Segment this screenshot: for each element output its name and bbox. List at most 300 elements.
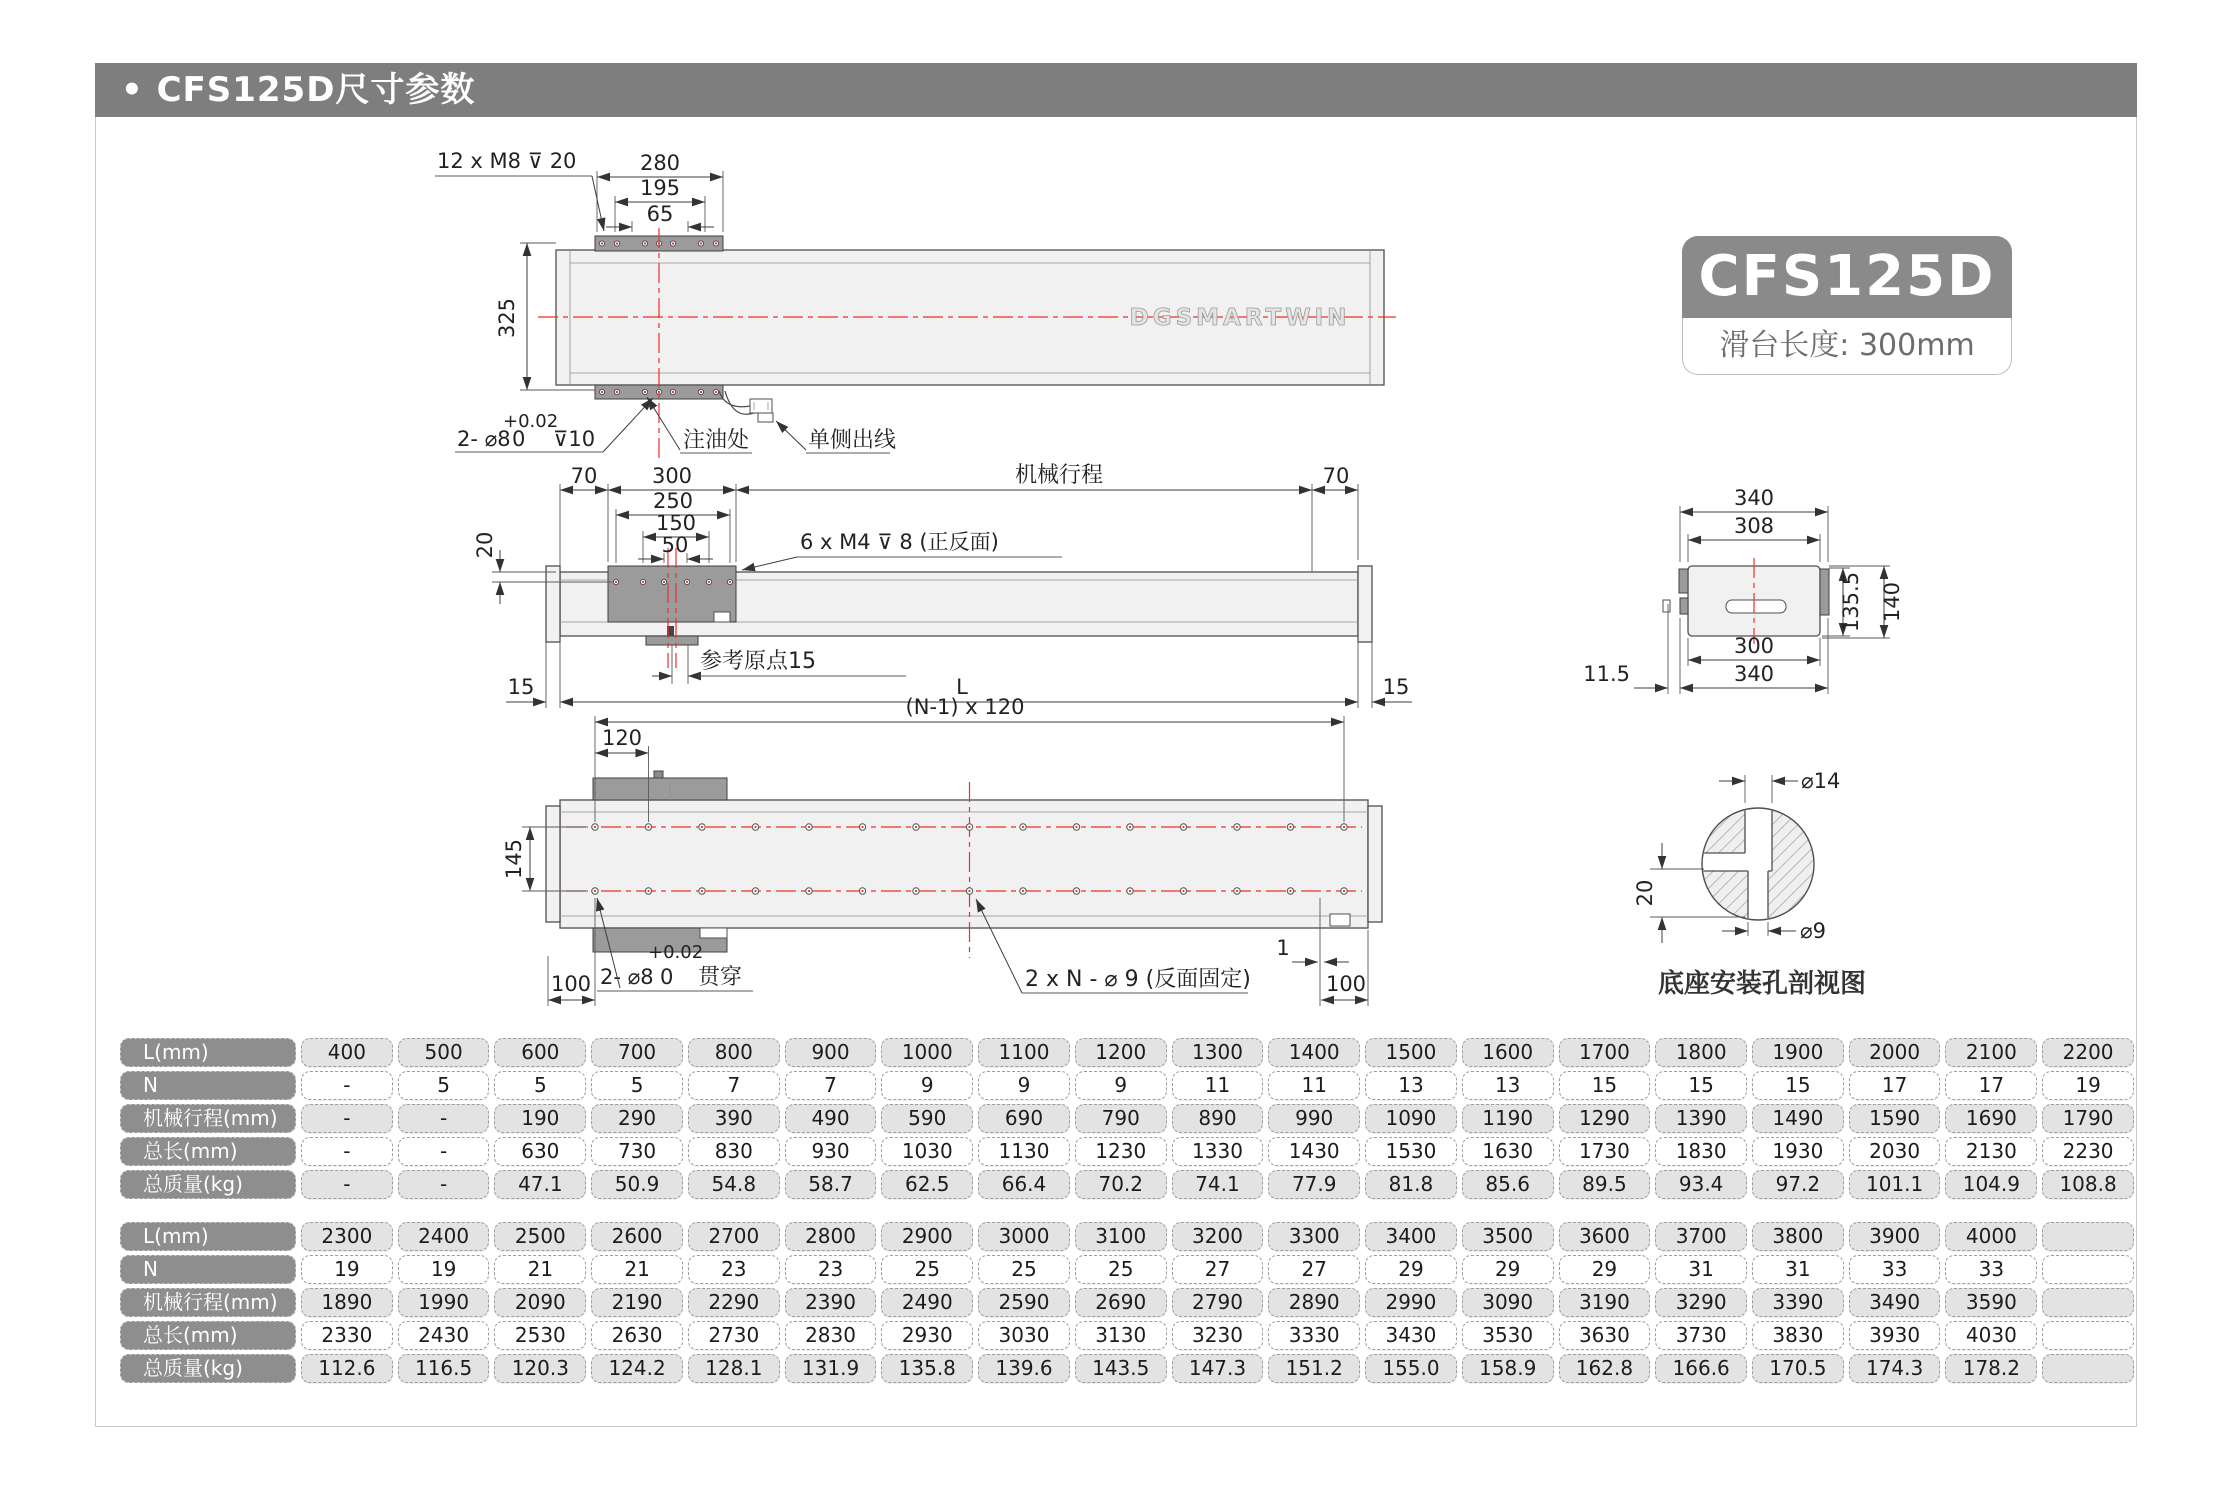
value-cell: 1590 xyxy=(1849,1104,1941,1133)
hole-center xyxy=(616,391,618,393)
value-cell: 17 xyxy=(1849,1071,1941,1100)
value-cell xyxy=(2042,1288,2134,1317)
value-cell: 47.1 xyxy=(494,1170,586,1199)
dim-120: 120 xyxy=(601,726,643,750)
table-row xyxy=(120,1255,2134,1284)
table-row xyxy=(120,1170,2134,1199)
hole-center xyxy=(672,242,674,244)
value-cell: 124.2 xyxy=(591,1354,683,1383)
hole-center xyxy=(1075,890,1077,892)
hole-center xyxy=(754,890,756,892)
table-row xyxy=(120,1071,2134,1100)
value-cell: 2030 xyxy=(1849,1137,1941,1166)
thread-note-m4: 6 x M4 ⊽ 8 (正反面) xyxy=(800,530,999,554)
hole-center xyxy=(754,826,756,828)
dim-11-5: 11.5 xyxy=(1583,662,1630,686)
hole-center xyxy=(642,581,644,583)
value-cell: 890 xyxy=(1172,1104,1264,1133)
value-cell: 1730 xyxy=(1559,1137,1651,1166)
value-cell: 15 xyxy=(1752,1071,1844,1100)
dim-300-bottom: 300 xyxy=(1733,634,1775,658)
value-cell: 1430 xyxy=(1268,1137,1360,1166)
value-cell: 1830 xyxy=(1655,1137,1747,1166)
value-cell: 85.6 xyxy=(1462,1170,1554,1199)
value-cell: 3700 xyxy=(1655,1222,1747,1251)
value-cell: 5 xyxy=(494,1071,586,1100)
value-cell: 25 xyxy=(1075,1255,1167,1284)
dim-70-left: 70 xyxy=(570,464,598,488)
value-cell: 3600 xyxy=(1559,1222,1651,1251)
hole-center xyxy=(808,890,810,892)
section-caption: 底座安装孔剖视图 xyxy=(1657,969,1867,999)
value-cell: 25 xyxy=(881,1255,973,1284)
dim-325: 325 xyxy=(495,297,519,339)
hole-center xyxy=(701,890,703,892)
cable-connector xyxy=(719,391,773,422)
table-row xyxy=(120,1321,2134,1350)
value-cell: 3590 xyxy=(1945,1288,2037,1317)
value-cell: 62.5 xyxy=(881,1170,973,1199)
dim-20-section: 20 xyxy=(1633,879,1657,907)
hole-center xyxy=(615,581,617,583)
value-cell: - xyxy=(301,1170,393,1199)
pin-note: 2- ⌀8 xyxy=(457,427,511,451)
hole-center xyxy=(915,890,917,892)
value-cell: 1500 xyxy=(1365,1038,1457,1067)
hole-center xyxy=(1289,826,1291,828)
oil-point-label: 注油处 xyxy=(683,428,750,453)
hole-center xyxy=(701,826,703,828)
value-cell: - xyxy=(398,1104,490,1133)
value-cell: 2590 xyxy=(978,1288,1070,1317)
value-cell: 2700 xyxy=(688,1222,780,1251)
value-cell: 3630 xyxy=(1559,1321,1651,1350)
table-row xyxy=(120,1038,2134,1067)
dim-150: 150 xyxy=(655,511,697,535)
value-cell: 2300 xyxy=(301,1222,393,1251)
hole-center xyxy=(700,391,702,393)
value-cell: 3490 xyxy=(1849,1288,1941,1317)
value-cell: - xyxy=(301,1071,393,1100)
pin-tolerance-plus: +0.02 xyxy=(648,942,704,963)
value-cell: 2830 xyxy=(785,1321,877,1350)
hole-center xyxy=(1129,826,1131,828)
value-cell: 3300 xyxy=(1268,1222,1360,1251)
value-cell: 50.9 xyxy=(591,1170,683,1199)
reference-origin-label: 参考原点15 xyxy=(700,649,816,674)
value-cell: 2230 xyxy=(2042,1137,2134,1166)
value-cell: 143.5 xyxy=(1075,1354,1167,1383)
value-cell: 25 xyxy=(978,1255,1070,1284)
row-label: N xyxy=(120,1255,296,1284)
value-cell: 93.4 xyxy=(1655,1170,1747,1199)
row-label: 机械行程(mm) xyxy=(120,1288,296,1317)
value-cell: 830 xyxy=(688,1137,780,1166)
hole-center xyxy=(1289,890,1291,892)
hole-center xyxy=(658,391,660,393)
value-cell: 1690 xyxy=(1945,1104,2037,1133)
slider-plate-bottom-view xyxy=(593,778,727,800)
pin-tolerance-plus: +0.02 xyxy=(503,411,559,432)
value-cell: 2630 xyxy=(591,1321,683,1350)
row-label: 总质量(kg) xyxy=(120,1170,296,1199)
value-cell: 2990 xyxy=(1365,1288,1457,1317)
value-cell: 3030 xyxy=(978,1321,1070,1350)
dim-50: 50 xyxy=(661,533,689,557)
value-cell: 101.1 xyxy=(1849,1170,1941,1199)
value-cell: 2430 xyxy=(398,1321,490,1350)
value-cell: 81.8 xyxy=(1365,1170,1457,1199)
value-cell: 800 xyxy=(688,1038,780,1067)
value-cell: 77.9 xyxy=(1268,1170,1360,1199)
value-cell: 120.3 xyxy=(494,1354,586,1383)
hole-center xyxy=(715,242,717,244)
hole-center xyxy=(644,242,646,244)
spec-table-1 xyxy=(120,1038,2134,1203)
hole-center xyxy=(616,242,618,244)
hole-center xyxy=(715,391,717,393)
value-cell: 3290 xyxy=(1655,1288,1747,1317)
value-cell: 15 xyxy=(1655,1071,1747,1100)
value-cell: 27 xyxy=(1268,1255,1360,1284)
value-cell: 690 xyxy=(978,1104,1070,1133)
value-cell: 730 xyxy=(591,1137,683,1166)
value-cell: 2100 xyxy=(1945,1038,2037,1067)
value-cell: 1700 xyxy=(1559,1038,1651,1067)
value-cell: 2000 xyxy=(1849,1038,1941,1067)
hole-center xyxy=(861,826,863,828)
value-cell: 2930 xyxy=(881,1321,973,1350)
value-cell: 3530 xyxy=(1462,1321,1554,1350)
value-cell: 29 xyxy=(1462,1255,1554,1284)
hole-center xyxy=(861,890,863,892)
value-cell: 15 xyxy=(1559,1071,1651,1100)
value-cell: 2690 xyxy=(1075,1288,1167,1317)
value-cell: 3190 xyxy=(1559,1288,1651,1317)
dim-340-top: 340 xyxy=(1733,486,1775,510)
value-cell: 1890 xyxy=(301,1288,393,1317)
hole-center xyxy=(644,391,646,393)
value-cell: 3500 xyxy=(1462,1222,1554,1251)
value-cell: 2190 xyxy=(591,1288,683,1317)
value-cell: 1030 xyxy=(881,1137,973,1166)
value-cell: 2600 xyxy=(591,1222,683,1251)
value-cell: 17 xyxy=(1945,1071,2037,1100)
hole-center xyxy=(647,826,649,828)
value-cell: 33 xyxy=(1849,1255,1941,1284)
model-name: CFS125D xyxy=(1682,236,2012,318)
hole-center xyxy=(968,826,970,828)
dim-15-left: 15 xyxy=(507,675,535,699)
dim-308: 308 xyxy=(1733,514,1775,538)
value-cell: 1900 xyxy=(1752,1038,1844,1067)
value-cell: 1790 xyxy=(2042,1104,2134,1133)
dim-15-right: 15 xyxy=(1382,675,1410,699)
value-cell: 1200 xyxy=(1075,1038,1167,1067)
pin-note: 2- ⌀8 xyxy=(600,965,654,989)
table-row xyxy=(120,1354,2134,1383)
row-label: L(mm) xyxy=(120,1222,296,1251)
value-cell: 108.8 xyxy=(2042,1170,2134,1199)
pin-through-label: 贯穿 xyxy=(698,965,743,990)
value-cell: 174.3 xyxy=(1849,1354,1941,1383)
hole-center xyxy=(915,826,917,828)
value-cell: 9 xyxy=(881,1071,973,1100)
value-cell: 190 xyxy=(494,1104,586,1133)
value-cell: 630 xyxy=(494,1137,586,1166)
dim-1: 1 xyxy=(1276,936,1290,960)
bottom-view-drawing xyxy=(502,695,1382,1006)
value-cell: 1390 xyxy=(1655,1104,1747,1133)
value-cell: 158.9 xyxy=(1462,1354,1554,1383)
value-cell: 27 xyxy=(1172,1255,1264,1284)
hole-center xyxy=(1075,826,1077,828)
hole-center xyxy=(1236,826,1238,828)
value-cell: 7 xyxy=(688,1071,780,1100)
hole-center xyxy=(1022,826,1024,828)
hole-center xyxy=(700,242,702,244)
value-cell: 11 xyxy=(1172,1071,1264,1100)
value-cell: 2790 xyxy=(1172,1288,1264,1317)
value-cell: 990 xyxy=(1268,1104,1360,1133)
hole-center xyxy=(686,581,688,583)
value-cell: 131.9 xyxy=(785,1354,877,1383)
table-row xyxy=(120,1104,2134,1133)
dim-280: 280 xyxy=(639,151,681,175)
value-cell: 5 xyxy=(398,1071,490,1100)
value-cell: 3130 xyxy=(1075,1321,1167,1350)
hole-center xyxy=(594,826,596,828)
value-cell: 155.0 xyxy=(1365,1354,1457,1383)
value-cell: 147.3 xyxy=(1172,1354,1264,1383)
value-cell: 1800 xyxy=(1655,1038,1747,1067)
value-cell: 590 xyxy=(881,1104,973,1133)
value-cell xyxy=(2042,1222,2134,1251)
value-cell: 89.5 xyxy=(1559,1170,1651,1199)
model-slider-length: 滑台长度: 300mm xyxy=(1682,318,2012,375)
hole-center xyxy=(672,391,674,393)
value-cell: 7 xyxy=(785,1071,877,1100)
dim-100-right: 100 xyxy=(1325,972,1367,996)
value-cell: 3330 xyxy=(1268,1321,1360,1350)
value-cell: 490 xyxy=(785,1104,877,1133)
value-cell: 1000 xyxy=(881,1038,973,1067)
value-cell: 2090 xyxy=(494,1288,586,1317)
value-cell: 3430 xyxy=(1365,1321,1457,1350)
value-cell: 3390 xyxy=(1752,1288,1844,1317)
value-cell: 3200 xyxy=(1172,1222,1264,1251)
value-cell: 1290 xyxy=(1559,1104,1651,1133)
value-cell: 128.1 xyxy=(688,1354,780,1383)
dim-300: 300 xyxy=(651,464,693,488)
value-cell: 5 xyxy=(591,1071,683,1100)
hole-center xyxy=(1129,890,1131,892)
actuator-body-bottom-view xyxy=(560,800,1368,928)
value-cell: 2900 xyxy=(881,1222,973,1251)
value-cell: 1100 xyxy=(978,1038,1070,1067)
value-cell: 1530 xyxy=(1365,1137,1457,1166)
value-cell: 2500 xyxy=(494,1222,586,1251)
row-label: L(mm) xyxy=(120,1038,296,1067)
value-cell: 1990 xyxy=(398,1288,490,1317)
value-cell: 11 xyxy=(1268,1071,1360,1100)
value-cell: 3400 xyxy=(1365,1222,1457,1251)
value-cell: 21 xyxy=(494,1255,586,1284)
table-row xyxy=(120,1137,2134,1166)
hole-center xyxy=(1236,890,1238,892)
value-cell: 58.7 xyxy=(785,1170,877,1199)
value-cell: 2400 xyxy=(398,1222,490,1251)
value-cell: 19 xyxy=(398,1255,490,1284)
value-cell: 2390 xyxy=(785,1288,877,1317)
pin-depth: ⊽10 xyxy=(553,427,596,451)
value-cell: 500 xyxy=(398,1038,490,1067)
value-cell: 29 xyxy=(1559,1255,1651,1284)
value-cell: 1090 xyxy=(1365,1104,1457,1133)
value-cell: 54.8 xyxy=(688,1170,780,1199)
value-cell: 2530 xyxy=(494,1321,586,1350)
value-cell: 2490 xyxy=(881,1288,973,1317)
dim-145: 145 xyxy=(502,838,526,880)
value-cell: 31 xyxy=(1752,1255,1844,1284)
value-cell: 390 xyxy=(688,1104,780,1133)
value-cell: 170.5 xyxy=(1752,1354,1844,1383)
hole-center xyxy=(647,890,649,892)
value-cell: 1400 xyxy=(1268,1038,1360,1067)
value-cell: 2890 xyxy=(1268,1288,1360,1317)
value-cell: 1190 xyxy=(1462,1104,1554,1133)
value-cell: 1300 xyxy=(1172,1038,1264,1067)
spec-table-2 xyxy=(120,1222,2134,1387)
mechanical-stroke-label: 机械行程 xyxy=(1014,463,1104,488)
hole-center xyxy=(663,581,665,583)
value-cell: 2290 xyxy=(688,1288,780,1317)
dim-195: 195 xyxy=(639,176,681,200)
hole-center xyxy=(1343,890,1345,892)
value-cell: 97.2 xyxy=(1752,1170,1844,1199)
value-cell: 162.8 xyxy=(1559,1354,1651,1383)
dim-70-right: 70 xyxy=(1322,464,1350,488)
value-cell: 19 xyxy=(2042,1071,2134,1100)
value-cell xyxy=(2042,1321,2134,1350)
thread-note-m8: 12 x M8 ⊽ 20 xyxy=(437,149,577,173)
base-hole-note: 2 x N - ⌀ 9 (反面固定) xyxy=(1025,967,1251,992)
value-cell: 4000 xyxy=(1945,1222,2037,1251)
value-cell: 9 xyxy=(978,1071,1070,1100)
value-cell: 74.1 xyxy=(1172,1170,1264,1199)
hole-section-drawing xyxy=(1633,769,1866,999)
value-cell: 31 xyxy=(1655,1255,1747,1284)
value-cell: 3230 xyxy=(1172,1321,1264,1350)
value-cell: 9 xyxy=(1075,1071,1167,1100)
value-cell: 66.4 xyxy=(978,1170,1070,1199)
value-cell: 900 xyxy=(785,1038,877,1067)
value-cell: 151.2 xyxy=(1268,1354,1360,1383)
value-cell xyxy=(2042,1354,2134,1383)
value-cell: 29 xyxy=(1365,1255,1457,1284)
row-label: 总长(mm) xyxy=(120,1321,296,1350)
value-cell: 2130 xyxy=(1945,1137,2037,1166)
table-row xyxy=(120,1288,2134,1317)
dim-20: 20 xyxy=(473,531,497,559)
row-label: 机械行程(mm) xyxy=(120,1104,296,1133)
hole-center xyxy=(1022,890,1024,892)
value-cell: 13 xyxy=(1462,1071,1554,1100)
dim-140: 140 xyxy=(1880,581,1904,623)
value-cell: 790 xyxy=(1075,1104,1167,1133)
top-view-drawing xyxy=(435,149,1396,462)
value-cell: 4030 xyxy=(1945,1321,2037,1350)
brand-watermark: DGSMARTWIN xyxy=(1129,305,1351,331)
hole-center xyxy=(1182,890,1184,892)
value-cell: 3000 xyxy=(978,1222,1070,1251)
value-cell: 23 xyxy=(785,1255,877,1284)
pin-tolerance-zero: 0 xyxy=(660,965,674,989)
value-cell: 21 xyxy=(591,1255,683,1284)
table-row xyxy=(120,1222,2134,1251)
value-cell: 33 xyxy=(1945,1255,2037,1284)
hole-center xyxy=(968,890,970,892)
row-label: N xyxy=(120,1071,296,1100)
value-cell: 23 xyxy=(688,1255,780,1284)
value-cell: 166.6 xyxy=(1655,1354,1747,1383)
dim-d9: ⌀9 xyxy=(1800,919,1827,943)
value-cell: 19 xyxy=(301,1255,393,1284)
hole-center xyxy=(1343,826,1345,828)
hole-center xyxy=(708,581,710,583)
value-cell: 290 xyxy=(591,1104,683,1133)
dim-65: 65 xyxy=(646,202,674,226)
dim-135-5: 135.5 xyxy=(1839,571,1863,633)
value-cell: 3100 xyxy=(1075,1222,1167,1251)
end-view-drawing xyxy=(1583,486,1904,694)
value-cell: 116.5 xyxy=(398,1354,490,1383)
value-cell: 135.8 xyxy=(881,1354,973,1383)
value-cell: 400 xyxy=(301,1038,393,1067)
hole-center xyxy=(601,242,603,244)
value-cell: 3930 xyxy=(1849,1321,1941,1350)
value-cell: 2200 xyxy=(2042,1038,2134,1067)
row-label: 总质量(kg) xyxy=(120,1354,296,1383)
side-view-drawing xyxy=(473,463,1412,708)
cable-exit-label: 单侧出线 xyxy=(808,428,897,453)
dim-d14: ⌀14 xyxy=(1801,769,1841,793)
value-cell: 2730 xyxy=(688,1321,780,1350)
hole-center xyxy=(808,826,810,828)
value-cell: - xyxy=(301,1137,393,1166)
value-cell: 2330 xyxy=(301,1321,393,1350)
hole-center xyxy=(1182,826,1184,828)
hole-center xyxy=(594,890,596,892)
value-cell: 1230 xyxy=(1075,1137,1167,1166)
hole-center xyxy=(601,391,603,393)
value-cell: 104.9 xyxy=(1945,1170,2037,1199)
value-cell: 70.2 xyxy=(1075,1170,1167,1199)
value-cell: - xyxy=(301,1104,393,1133)
value-cell: 1600 xyxy=(1462,1038,1554,1067)
dim-100-left: 100 xyxy=(550,972,592,996)
dim-250: 250 xyxy=(652,489,694,513)
value-cell: 178.2 xyxy=(1945,1354,2037,1383)
value-cell: 3730 xyxy=(1655,1321,1747,1350)
value-cell: 700 xyxy=(591,1038,683,1067)
dim-L: L xyxy=(956,675,968,699)
dim-340-bottom: 340 xyxy=(1733,662,1775,686)
value-cell: 1130 xyxy=(978,1137,1070,1166)
value-cell: 1630 xyxy=(1462,1137,1554,1166)
row-label: 总长(mm) xyxy=(120,1137,296,1166)
value-cell: 3800 xyxy=(1752,1222,1844,1251)
